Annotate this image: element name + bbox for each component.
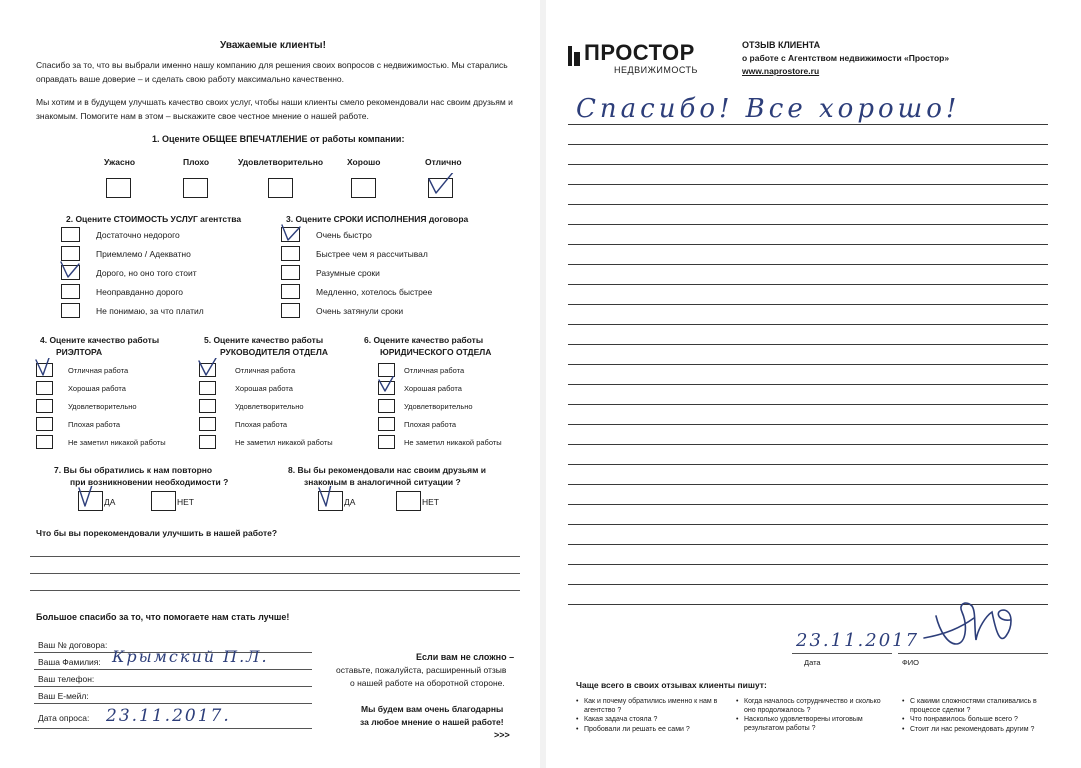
tip-item: • Что понравилось больше всего ? [902, 716, 1052, 725]
review-line[interactable] [568, 124, 1048, 125]
review-line[interactable] [568, 424, 1048, 425]
q5-option-label: Плохая работа [235, 420, 288, 429]
q2-checkbox-checked[interactable] [61, 265, 80, 280]
review-line[interactable] [568, 164, 1048, 165]
q5-checkbox[interactable] [199, 399, 216, 413]
closing-thanks: Мы будем вам очень благодарны [361, 704, 504, 714]
review-line[interactable] [568, 544, 1048, 545]
surname-value: Крымский П.Л. [112, 647, 269, 666]
q3-checkbox[interactable] [281, 303, 300, 318]
prostor-logo [568, 42, 718, 78]
review-line[interactable] [568, 564, 1048, 565]
tips-column [576, 698, 726, 735]
q2-checkbox[interactable] [61, 246, 80, 261]
tips-title: Чаще всего в своих отзывах клиенты пишут: [576, 680, 767, 690]
review-line[interactable] [568, 144, 1048, 145]
review-name-field[interactable] [898, 653, 1048, 654]
q7-no-checkbox[interactable] [151, 491, 176, 511]
review-line[interactable] [568, 344, 1048, 345]
q6-checkbox[interactable] [378, 399, 395, 413]
phone-field[interactable] [34, 686, 312, 687]
survey-page [0, 0, 540, 768]
q1-title: 1. Оцените ОБЩЕЕ ВПЕЧАТЛЕНИЕ от работы компании: [152, 134, 405, 144]
q6-option-label: Отличная работа [404, 366, 465, 375]
review-line[interactable] [568, 524, 1048, 525]
check-mark-icon [317, 486, 345, 512]
review-line[interactable] [568, 184, 1048, 185]
q3-title: 3. Оцените СРОКИ ИСПОЛНЕНИЯ договора [286, 214, 469, 224]
q5-checkbox-checked[interactable] [199, 363, 216, 377]
review-line[interactable] [568, 224, 1048, 225]
q2-option-label: Достаточно недорого [96, 230, 180, 240]
q6-option-label: Хорошая работа [404, 384, 462, 393]
q5-title: РУКОВОДИТЕЛЯ ОТДЕЛА [220, 347, 328, 357]
q1-option-label: Плохо [183, 157, 210, 167]
review-line[interactable] [568, 384, 1048, 385]
review-line[interactable] [568, 584, 1048, 585]
q1-option-label: Хорошо [347, 157, 381, 167]
intro-line: оправдать ваше доверие – и сделать свою работу максимально качественно. [36, 74, 344, 84]
q6-checkbox[interactable] [378, 363, 395, 377]
review-page [546, 0, 1081, 768]
q8-title: знакомым в аналогичной ситуации ? [304, 477, 461, 487]
next-page-arrows-icon: >>> [494, 730, 510, 740]
review-line[interactable] [568, 364, 1048, 365]
q3-checkbox[interactable] [281, 284, 300, 299]
tip-item: • С какими сложностями сталкивались в процессе сделки ? [902, 698, 1052, 715]
q1-checkbox[interactable] [183, 178, 208, 198]
handwritten-review: Спасибо! Все хорошо! [576, 94, 961, 124]
tip-item: • Стоит ли нас рекомендовать другим ? [902, 726, 1052, 735]
review-line[interactable] [568, 304, 1048, 305]
review-line[interactable] [568, 244, 1048, 245]
survey-greeting: Уважаемые клиенты! [220, 40, 326, 51]
q6-checkbox-checked[interactable] [378, 381, 395, 395]
q2-checkbox[interactable] [61, 227, 80, 242]
q7-no-label: НЕТ [177, 497, 194, 507]
q5-option-label: Удовлетворительно [235, 402, 304, 411]
q1-checkbox[interactable] [106, 178, 131, 198]
q6-checkbox[interactable] [378, 435, 395, 449]
q4-option-label: Хорошая работа [68, 384, 126, 393]
closing-line: оставьте, пожалуйста, расширенный отзыв [336, 665, 507, 675]
surname-field[interactable] [34, 669, 312, 670]
q4-checkbox[interactable] [36, 435, 53, 449]
q5-option-label: Отличная работа [235, 366, 296, 375]
tips-column [736, 698, 886, 734]
q2-option-label: Неоправданно дорого [96, 287, 184, 297]
q1-checkbox-checked[interactable] [428, 178, 453, 198]
intro-line: Мы хотим и в будущем улучшать качество своих услуг, чтобы наши клиенты смело рекомендовали нас своим друзьям и [36, 97, 513, 107]
q1-option-label: Отлично [425, 157, 462, 167]
date-label: Дата опроса: [38, 713, 90, 723]
q4-option-label: Отличная работа [68, 366, 129, 375]
q6-option-label: Удовлетворительно [404, 402, 473, 411]
review-line[interactable] [568, 324, 1048, 325]
q5-option-label: Хорошая работа [235, 384, 293, 393]
q7-yes-checkbox-checked[interactable] [78, 491, 103, 511]
q2-checkbox[interactable] [61, 284, 80, 299]
check-mark-icon [77, 486, 105, 512]
q8-no-label: НЕТ [422, 497, 439, 507]
tip-item: • Насколько удовлетворены итоговым результатом работы ? [736, 716, 886, 733]
q8-title: 8. Вы бы рекомендовали нас своим друзьям и [288, 465, 487, 475]
q1-checkbox[interactable] [351, 178, 376, 198]
contract-label: Ваш № договора: [38, 640, 108, 650]
email-field[interactable] [34, 703, 312, 704]
tip-item: • Какая задача стояла ? [576, 716, 726, 725]
q4-title: РИЭЛТОРА [56, 347, 103, 357]
q8-yes-checkbox-checked[interactable] [318, 491, 343, 511]
review-line[interactable] [568, 484, 1048, 485]
answer-line[interactable] [30, 556, 520, 557]
q1-option-label: Удовлетворительно [238, 157, 324, 167]
check-mark-icon [280, 222, 308, 248]
q7-yes-label: ДА [104, 497, 116, 507]
q6-title: 6. Оцените качество работы [364, 335, 484, 345]
intro-line: знакомым. Помогите нам в этом – выскажите свое честное мнение о нашей работе. [36, 111, 369, 121]
logo-subtitle: НЕДВИЖИМОСТЬ [614, 65, 698, 75]
q4-title: 4. Оцените качество работы [40, 335, 160, 345]
q4-option-label: Плохая работа [68, 420, 121, 429]
review-title: ОТЗЫВ КЛИЕНТА [742, 40, 821, 50]
q2-option-label: Дорого, но оно того стоит [96, 268, 197, 278]
q4-checkbox-checked[interactable] [36, 363, 53, 377]
q4-option-label: Не заметил никакой работы [68, 438, 166, 447]
q4-checkbox[interactable] [36, 417, 53, 431]
q4-option-label: Удовлетворительно [68, 402, 137, 411]
q3-option-label: Очень быстро [316, 230, 372, 240]
improve-question: Что бы вы порекомендовали улучшить в нашей работе? [36, 528, 278, 538]
review-line[interactable] [568, 444, 1048, 445]
surname-label: Ваша Фамилия: [38, 657, 101, 667]
q3-checkbox[interactable] [281, 265, 300, 280]
q4-checkbox[interactable] [36, 381, 53, 395]
closing-line: о нашей работе на оборотной стороне. [350, 678, 505, 688]
website-link[interactable]: www.naprostore.ru [742, 66, 820, 76]
review-line[interactable] [568, 264, 1048, 265]
q5-checkbox[interactable] [199, 381, 216, 395]
q3-option-label: Быстрее чем я рассчитывал [316, 249, 428, 259]
tip-item: • Как и почему обратились именно к нам в агентство ? [576, 698, 726, 715]
q2-checkbox[interactable] [61, 303, 80, 318]
intro-line: Спасибо за то, что вы выбрали именно нашу компанию для решения своих вопросов с недвижимостью. Мы старались [36, 60, 508, 70]
closing-thanks: за любое мнение о нашей работе! [360, 717, 504, 727]
signature-mark [916, 592, 1026, 662]
closing-title: Если вам не сложно – [416, 652, 515, 662]
check-mark-icon [427, 173, 455, 199]
review-subtitle: о работе с Агентством недвижимости «Простор» [742, 53, 950, 63]
answer-line[interactable] [30, 590, 520, 591]
q4-checkbox[interactable] [36, 399, 53, 413]
tip-item: • Когда началось сотрудничество и сколько оно продолжалось ? [736, 698, 886, 715]
q5-option-label: Не заметил никакой работы [235, 438, 333, 447]
q6-option-label: Не заметил никакой работы [404, 438, 502, 447]
review-name-label: ФИО [902, 658, 919, 667]
logo-house-icon [568, 46, 582, 66]
review-line[interactable] [568, 284, 1048, 285]
answer-line[interactable] [30, 573, 520, 574]
q3-option-label: Разумные сроки [316, 268, 380, 278]
review-date-label: Дата [804, 658, 821, 667]
q8-no-checkbox[interactable] [396, 491, 421, 511]
q8-yes-label: ДА [344, 497, 356, 507]
q6-checkbox[interactable] [378, 417, 395, 431]
review-line[interactable] [568, 204, 1048, 205]
date-field[interactable] [34, 728, 312, 729]
review-date-value: 23.11.2017 [796, 630, 920, 651]
review-line[interactable] [568, 504, 1048, 505]
tips-column [902, 698, 1052, 735]
logo-text: ПРОСТОР [584, 40, 695, 65]
q3-option-label: Медленно, хотелось быстрее [316, 287, 433, 297]
q2-option-label: Не понимаю, за что платил [96, 306, 204, 316]
q6-option-label: Плохая работа [404, 420, 457, 429]
q5-checkbox[interactable] [199, 435, 216, 449]
email-label: Ваш E-мейл: [38, 691, 89, 701]
q1-checkbox[interactable] [268, 178, 293, 198]
q2-option-label: Приемлемо / Адекватно [96, 249, 191, 259]
review-line[interactable] [568, 404, 1048, 405]
tip-item: • Пробовали ли решать ее сами ? [576, 726, 726, 735]
q3-option-label: Очень затянули сроки [316, 306, 404, 316]
q7-title: 7. Вы бы обратились к нам повторно [54, 465, 213, 475]
survey-date-value: 23.11.2017. [106, 706, 231, 726]
q1-option-label: Ужасно [104, 157, 136, 167]
thanks-text: Большое спасибо за то, что помогаете нам стать лучше! [36, 612, 290, 622]
phone-label: Ваш телефон: [38, 674, 95, 684]
q5-checkbox[interactable] [199, 417, 216, 431]
review-line[interactable] [568, 464, 1048, 465]
q7-title: при возникновении необходимости ? [70, 477, 229, 487]
review-date-field[interactable] [792, 653, 892, 654]
q3-checkbox[interactable] [281, 246, 300, 261]
q2-title: 2. Оцените СТОИМОСТЬ УСЛУГ агентства [66, 214, 242, 224]
q3-checkbox-checked[interactable] [281, 227, 300, 242]
q5-title: 5. Оцените качество работы [204, 335, 324, 345]
q6-title: ЮРИДИЧЕСКОГО ОТДЕЛА [380, 347, 492, 357]
check-mark-icon [60, 260, 88, 286]
